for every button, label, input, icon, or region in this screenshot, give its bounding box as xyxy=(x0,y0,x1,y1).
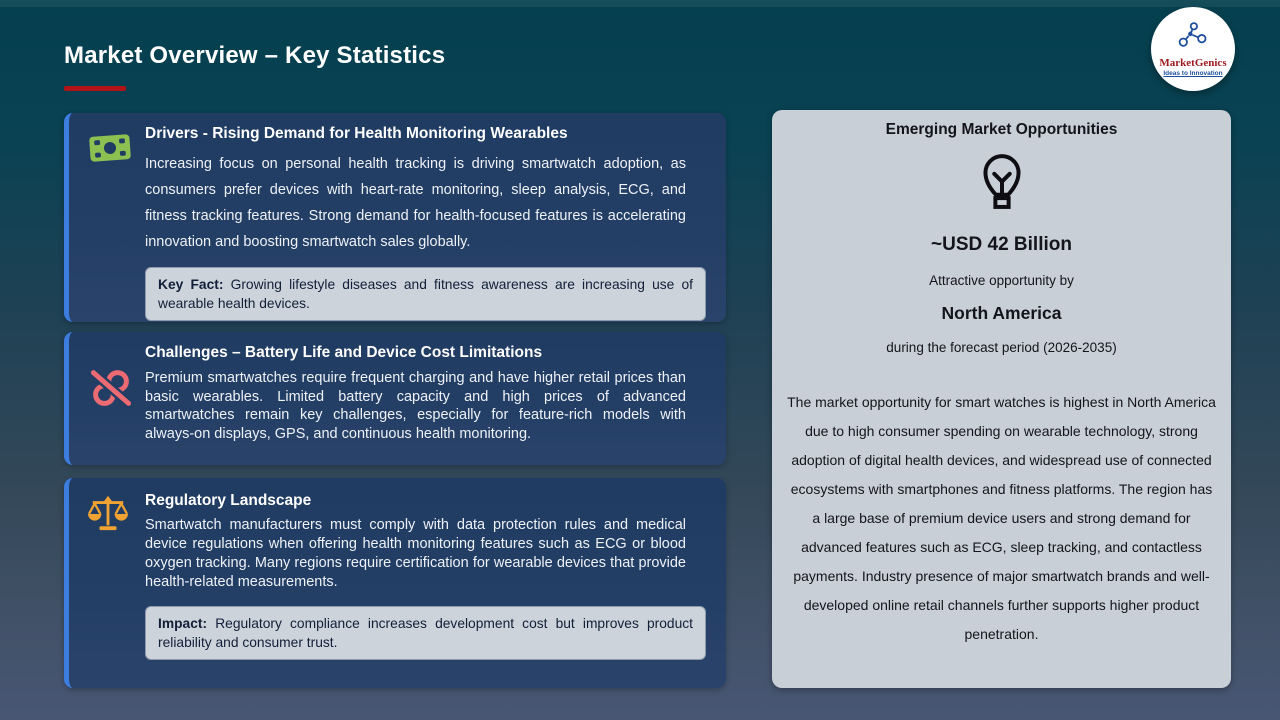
key-fact-callout xyxy=(145,267,706,321)
challenges-card-body: Premium smartwatches require frequent charging and have higher retail prices than basic wearables. Limited battery capacity and high prices of advanced smartwatches remain key challenges, especially for feature-rich models with always-on displays, GPS, and continuous health monitoring. xyxy=(145,370,686,442)
opportunity-description: The market opportunity for smart watches is highest in North America due to high consumer spending on wearable technology, strong adoption of digital health devices, and widespread use of connected ecosystems with smartphones and fitness platforms. The region has a large base of premium device users and strong demand for advanced features such as ECG, sleep tracking, and contactless payments. Industry presence of major smartwatch brands and well-developed online retail channels further supports higher product penetration. xyxy=(787,394,1216,642)
money-icon xyxy=(87,129,133,172)
opportunity-region: North America xyxy=(941,303,1062,323)
impact-text: Regulatory compliance increases development cost but improves product reliability and consumer trust. xyxy=(158,616,693,650)
page-title: Market Overview – Key Statistics xyxy=(64,42,446,69)
regulatory-card-body: Smartwatch manufacturers must comply with data protection rules and medical device regulations when offering health monitoring features such as ECG or blood oxygen tracking. Many regions require certification for wearable devices that provide health-related measurements. xyxy=(145,517,686,590)
emerging-opportunities-panel xyxy=(772,110,1231,688)
opportunities-panel-title: Emerging Market Opportunities xyxy=(885,121,1118,138)
marketgenics-logo xyxy=(1151,7,1235,91)
regulatory-card-title: Regulatory Landscape xyxy=(145,492,312,509)
logo-brand-text: MarketGenics xyxy=(1159,56,1227,69)
opportunity-subtitle: Attractive opportunity by xyxy=(929,273,1074,288)
impact-callout xyxy=(145,606,706,660)
drivers-card xyxy=(64,113,726,322)
opportunity-value: ~USD 42 Billion xyxy=(931,234,1072,255)
scales-icon xyxy=(87,494,129,537)
challenges-card xyxy=(64,332,726,465)
key-fact-text: Growing lifestyle diseases and fitness awareness are increasing use of wearable health devices. xyxy=(158,277,693,311)
regulatory-card xyxy=(64,478,726,688)
key-fact-label: Key Fact: xyxy=(158,277,224,292)
drivers-card-body: Increasing focus on personal health tracking is driving smartwatch adoption, as consumers prefer devices with heart-rate monitoring, sleep analysis, ECG, and fitness tracking features. Strong demand for health-focused features is accelerating innovation and boosting smartwatch sales globally. xyxy=(145,156,686,250)
drivers-card-title: Drivers - Rising Demand for Health Monitoring Wearables xyxy=(145,125,568,142)
molecule-icon xyxy=(1175,21,1211,56)
top-accent-band xyxy=(0,0,1280,7)
logo-tagline-text: Ideas to Innovation xyxy=(1163,69,1223,77)
lightbulb-icon xyxy=(772,149,1231,218)
left-cards-column xyxy=(64,113,726,688)
broken-link-icon xyxy=(87,366,135,415)
opportunity-period: during the forecast period (2026-2035) xyxy=(886,340,1117,355)
impact-label: Impact: xyxy=(158,616,208,631)
challenges-card-title: Challenges – Battery Life and Device Cost Limitations xyxy=(145,344,543,361)
title-underline xyxy=(64,86,126,91)
